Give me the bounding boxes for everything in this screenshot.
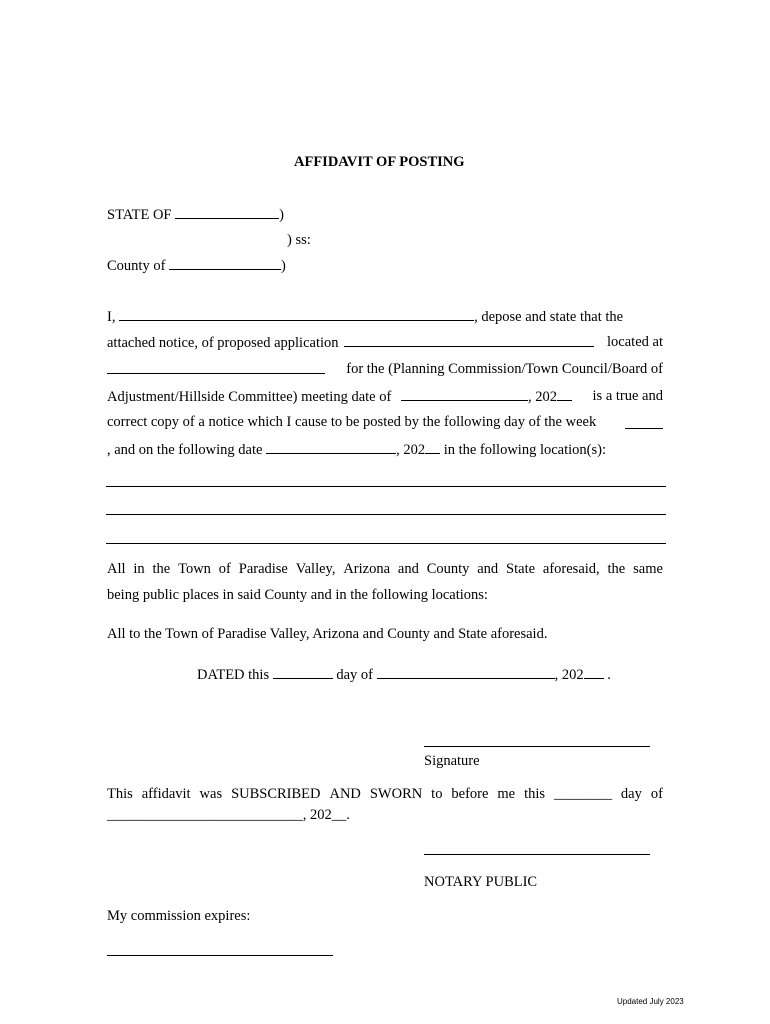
statement-word: and — [397, 561, 419, 577]
dated-year-blank — [584, 665, 604, 679]
sworn-word: of — [650, 786, 663, 802]
location-line-2 — [106, 514, 666, 515]
county-of-line — [107, 256, 286, 275]
dated-year-prefix: , 202 — [554, 667, 584, 683]
location-for-line — [107, 360, 663, 379]
application-line — [107, 333, 663, 352]
dated-month-blank — [377, 665, 555, 679]
statement-word: of — [218, 561, 231, 577]
sworn-word: AND — [329, 786, 361, 802]
dated-day-of-label: day of — [336, 667, 373, 683]
sworn-word: affidavit — [141, 786, 191, 802]
statement-town: All to the Town of Paradise Valley, Arizona and County and State aforesaid. — [107, 626, 548, 642]
statement-word: Paradise — [238, 561, 288, 577]
sworn-word: before — [451, 786, 489, 802]
following-year-prefix: , 202 — [396, 442, 426, 458]
sworn-word: SUBSCRIBED — [231, 786, 321, 802]
true-copy-text: is a true and — [592, 388, 663, 404]
dated-this-label: DATED this — [197, 667, 270, 683]
statement-word: the — [607, 561, 626, 577]
location-line-1 — [106, 486, 666, 487]
adjustment-text: Adjustment/Hillside Committee) meeting date of — [107, 389, 392, 405]
footer-updated: Updated July 2023 — [617, 997, 684, 1006]
statement-word: All — [107, 561, 126, 577]
location-blank — [107, 360, 325, 374]
correct-copy-text: correct copy of a notice which I cause to be posted by the following day of the week — [107, 414, 597, 430]
statement-word: the — [152, 561, 171, 577]
sworn-word: this — [524, 786, 546, 802]
locations-text: in the following location(s): — [443, 442, 606, 458]
i-label: I, — [107, 309, 116, 325]
dated-period: . — [607, 667, 611, 683]
affiant-line — [107, 307, 623, 326]
notary-line — [424, 854, 650, 855]
affiant-name-blank — [119, 307, 474, 321]
state-blank — [175, 205, 279, 219]
sworn-year-prefix: , 202 — [302, 807, 332, 823]
sworn-word: was — [199, 786, 223, 802]
following-date-blank — [266, 440, 396, 454]
sworn-line-1 — [107, 785, 663, 803]
dated-day-blank — [273, 665, 333, 679]
state-of-line — [107, 205, 284, 224]
sworn-word: SWORN — [369, 786, 423, 802]
attached-text: attached notice, of proposed application — [107, 335, 339, 351]
sworn-word: to — [431, 786, 443, 802]
sworn-month-blank: ___________________________ — [107, 807, 303, 823]
location-line-3 — [106, 543, 666, 544]
statement-word: aforesaid, — [542, 561, 600, 577]
depose-text: , depose and state that the — [474, 309, 624, 325]
notary-label: NOTARY PUBLIC — [424, 874, 538, 890]
and-on-text: , and on the following date — [107, 442, 263, 458]
statement-word: and — [477, 561, 499, 577]
statement-word: Town — [178, 561, 211, 577]
following-date-line — [107, 440, 606, 459]
sworn-word: This — [107, 786, 133, 802]
sworn-word: me — [497, 786, 516, 802]
statement-line-2: being public places in said County and in the following locations: — [107, 587, 488, 603]
county-paren: ) — [281, 258, 286, 274]
sworn-day-blank: ________ — [553, 786, 612, 802]
meeting-year-blank — [557, 387, 572, 401]
meeting-year-prefix: , 202 — [527, 389, 557, 405]
dated-line — [197, 665, 611, 684]
day-of-week-blank — [625, 415, 663, 429]
meeting-date-line — [107, 387, 663, 406]
document-title: AFFIDAVIT OF POSTING — [294, 154, 465, 170]
following-year-blank — [425, 440, 440, 454]
statement-word: in — [133, 561, 145, 577]
statement-word: Arizona — [343, 561, 391, 577]
located-text: located at — [607, 334, 663, 350]
commission-line — [107, 955, 333, 956]
signature-line — [424, 746, 650, 747]
statement-word: same — [633, 561, 663, 577]
application-blank — [344, 333, 594, 347]
state-paren: ) — [279, 207, 284, 223]
sworn-line-2 — [107, 806, 350, 824]
statement-word: Valley, — [295, 561, 336, 577]
day-of-week-line — [107, 413, 663, 431]
ss-line: ) ss: — [287, 232, 311, 248]
statement-line-1 — [107, 560, 663, 578]
sworn-word: day — [620, 786, 642, 802]
signature-label: Signature — [424, 753, 480, 769]
county-blank — [169, 256, 281, 270]
county-of-label: County of — [107, 258, 166, 274]
state-of-label: STATE OF — [107, 207, 172, 223]
for-text: for the (Planning Commission/Town Council/Board of — [346, 361, 663, 377]
statement-word: County — [426, 561, 470, 577]
sworn-year-suffix: __. — [331, 807, 350, 823]
commission-label: My commission expires: — [107, 908, 251, 924]
meeting-date-blank — [401, 387, 528, 401]
statement-word: State — [506, 561, 536, 577]
